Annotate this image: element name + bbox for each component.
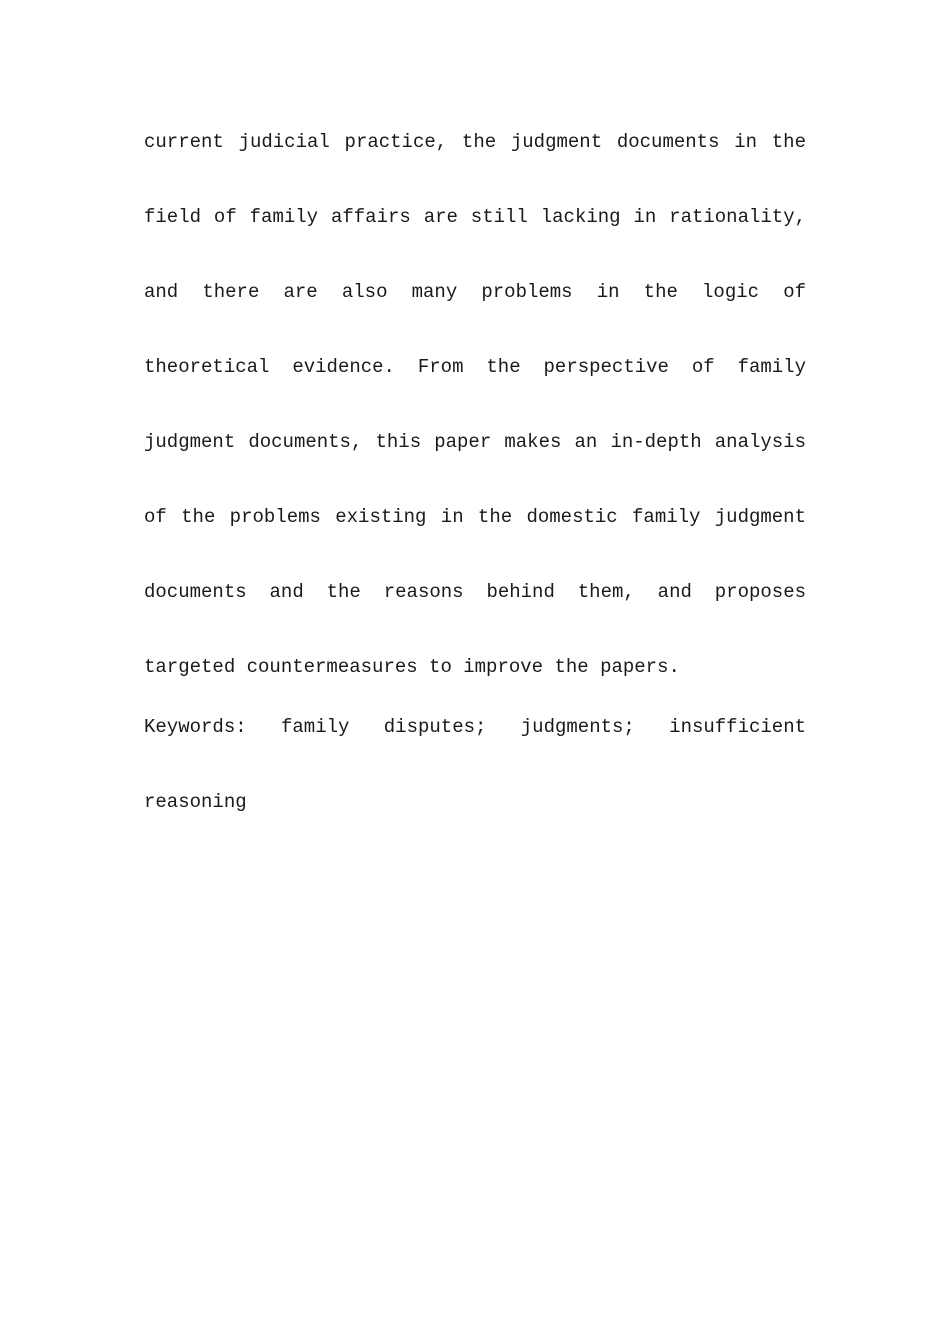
abstract-line: targeted countermeasures to improve the papers. [144, 656, 680, 678]
keywords-line: Keywords: family disputes; judgments; insufficient [144, 716, 806, 738]
keywords-paragraph [144, 715, 806, 865]
abstract-line: of the problems existing in the domestic family judgment [144, 506, 806, 528]
abstract-line: current judicial practice, the judgment documents in the [144, 131, 806, 153]
abstract-line: judgment documents, this paper makes an in-depth analysis [144, 431, 806, 453]
keywords-line: reasoning [144, 791, 247, 813]
abstract-paragraph [144, 130, 806, 715]
abstract-line: field of family affairs are still lacking in rationality, [144, 206, 806, 228]
abstract-line: documents and the reasons behind them, and proposes [144, 581, 806, 603]
abstract-line: and there are also many problems in the logic of [144, 281, 806, 303]
abstract-line: theoretical evidence. From the perspective of family [144, 356, 806, 378]
